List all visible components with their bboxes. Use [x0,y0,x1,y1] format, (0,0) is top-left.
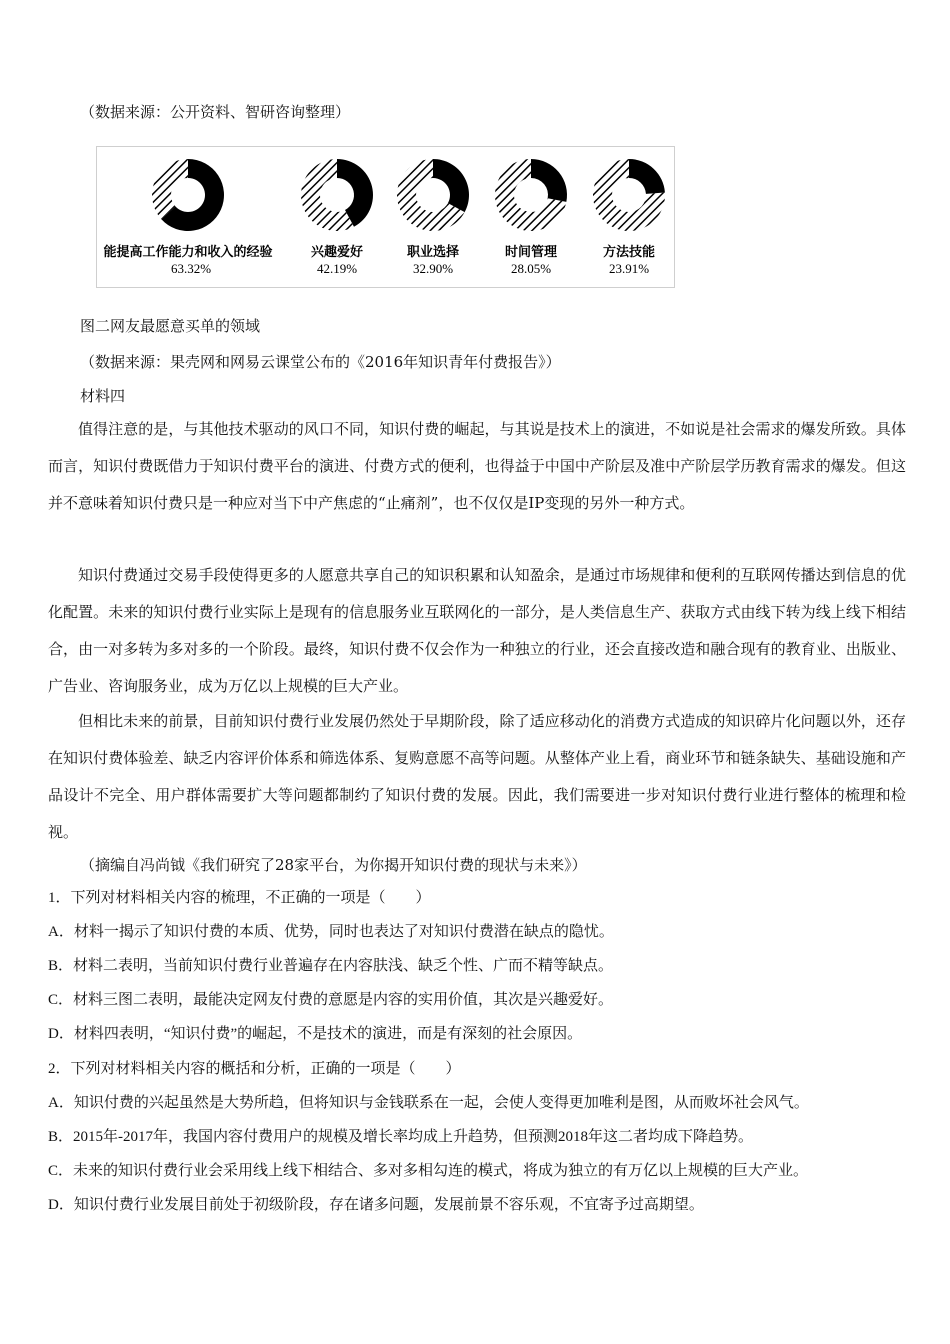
donut-value-1: 63.32% [170,261,212,276]
excerpt-source: （摘编自冯尚钺《我们研究了28家平台，为你揭开知识付费的现状与未来》） [80,856,587,874]
paragraph-2: 知识付费通过交易手段使得更多的人愿意共享自己的知识积累和认知盈余，是通过市场规律和便利的互联网传播达到信息的优化配置。未来的知识付费行业实际上是现有的信息服务业互联网化的一部分，是人类信息生产、获取方式由线下转为线上线下相结合，由一对多转为多对多的一个阶段。最终，知识付费不仅会作为一种独立的行业，还会直接改造和融合现有的教育业、出版业、广告业、咨询服务业，成为万亿以上规模的巨大产业。 [48,566,906,695]
donut-slice-4 [531,159,567,202]
question-1-option-d: D．材料四表明，“知识付费”的崛起，不是技术的演进，而是有深刻的社会原因。 [48,1026,583,1042]
data-source-note: （数据来源：公开资料、智研咨询整理） [80,103,351,121]
question-2-option-c: C．未来的知识付费行业会采用线上线下相结合、多对多相勾连的模式，将成为独立的有万亿以上规模的巨大产业。 [48,1163,809,1179]
question-2-option-a: A．知识付费的兴起虽然是大势所趋，但将知识与金钱联系在一起，会使人变得更加唯利是图，从而败坏社会风气。 [48,1095,809,1111]
question-1-option-c: C．材料三图二表明，最能决定网友付费的意愿是内容的实用价值，其次是兴趣爱好。 [48,992,614,1008]
paragraph-3: 但相比未来的前景，目前知识付费行业发展仍然处于早期阶段，除了适应移动化的消费方式造成的知识碎片化问题以外，还存在知识付费体验差、缺乏内容评价体系和筛选体系、复购意愿不高等问题。从整体产业上看，商业环节和链条缺失、基础设施和产品设计不完全、用户群体需要扩大等问题都制约了知识付费的发展。因此，我们需要进一步对知识付费行业进行整体的梳理和检视。 [48,712,906,841]
donut-label-5: 方法技能 [602,244,655,259]
donut-slice-3 [433,159,469,212]
donut-slice-5 [629,159,665,194]
question-1-option-b: B．材料二表明，当前知识付费行业普遍存在内容肤浅、缺乏个性、广而不精等缺点。 [48,958,614,974]
question-1-stem: 1．下列对材料相关内容的梳理，不正确的一项是（ ） [48,890,431,906]
donut-chart-figure [96,146,675,288]
donut-value-2: 42.19% [316,261,358,276]
report-source-note: （数据来源：果壳网和网易云课堂公布的《2016年知识青年付费报告》） [80,353,561,371]
question-2-option-b: B．2015年-2017年，我国内容付费用户的规模及增长率均成上升趋势，但预测2018年这二者均成下降趋势。 [48,1129,754,1145]
donut-label-1: 能提高工作能力和收入的经验 [103,244,273,259]
donut-value-4: 28.05% [510,261,552,276]
material-title: 材料四 [80,387,126,405]
donut-value-3: 32.90% [412,261,454,276]
donut-label-3: 职业选择 [406,244,459,259]
donut-remainder-1 [152,159,188,219]
paragraph-1: 值得注意的是，与其他技术驱动的风口不同，知识付费的崛起，与其说是技术上的演进，不如说是社会需求的爆发所致。具体而言，知识付费既借力于知识付费平台的演进、付费方式的便利，也得益于中国中产阶层及准中产阶层学历教育需求的爆发。但这并不意味着知识付费只是一种应对当下中产焦虑的“止痛剂”，也不仅仅是IP变现的另外一种方式。 [48,420,906,512]
figure-caption: 图二网友最愿意买单的领域 [80,317,261,335]
question-2-stem: 2．下列对材料相关内容的概括和分析，正确的一项是（ ） [48,1061,461,1077]
question-1-option-a: A．材料一揭示了知识付费的本质、优势，同时也表达了对知识付费潜在缺点的隐忧。 [48,924,614,940]
donut-value-5: 23.91% [608,261,650,276]
question-2-option-d: D．知识付费行业发展目前处于初级阶段，存在诸多问题，发展前景不容乐观，不宜寄予过高期望。 [48,1197,704,1213]
donut-label-2: 兴趣爱好 [310,244,363,259]
donut-label-4: 时间管理 [504,244,557,259]
